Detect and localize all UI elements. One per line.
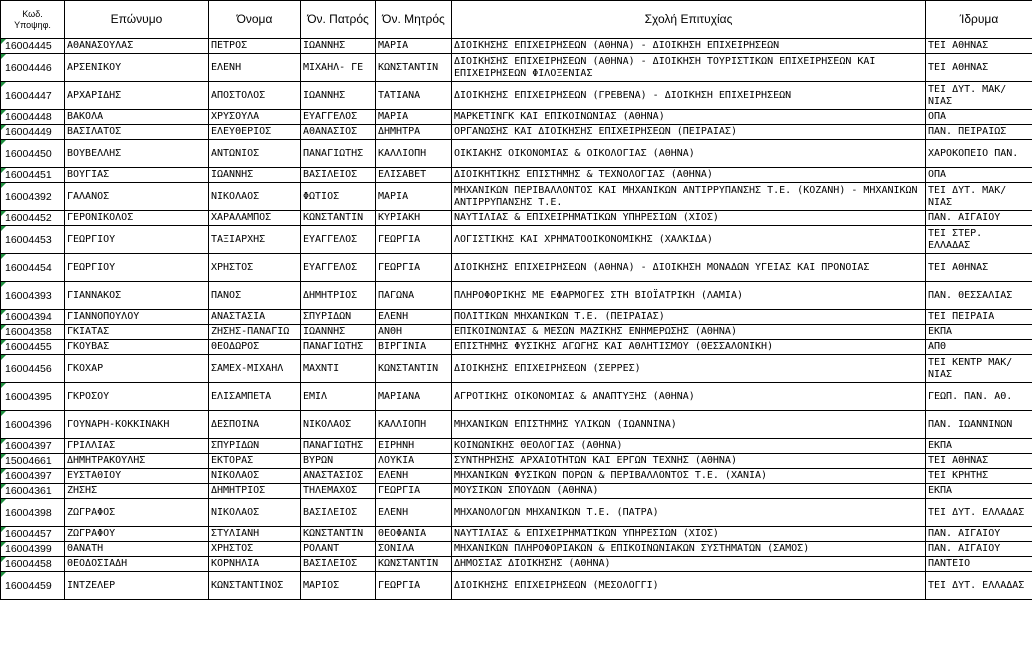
cell-school[interactable]: ΔΙΟΙΚΗΣΗΣ ΕΠΙΧΕΙΡΗΣΕΩΝ (ΓΡΕΒΕΝΑ) - ΔΙΟΙΚΗΣΗ ΕΠΙΧΕΙΡΗΣΕΩΝ xyxy=(452,82,926,110)
cell-institution[interactable]: ΤΕΙ ΑΘΗΝΑΣ xyxy=(926,54,1032,82)
cell-school[interactable]: ΜΗΧΑΝΙΚΩΝ ΠΕΡΙΒΑΛΛΟΝΤΟΣ ΚΑΙ ΜΗΧΑΝΙΚΩΝ ΑΝΤΙΡΡΥΠΑΝΣΗΣ Τ.Ε. (ΚΟΖΑΝΗ) - ΜΗΧΑΝΙΚΩΝ ΑΝΤΙΡΡΥΠΑΝΣΗΣ Τ.Ε. xyxy=(452,183,926,211)
cell-surname[interactable]: ΒΟΥΓΙΑΣ xyxy=(65,168,209,183)
cell-mother[interactable]: ΣΟΝΙΛΑ xyxy=(376,542,452,557)
cell-code[interactable]: 16004448 xyxy=(1,110,65,125)
cell-surname[interactable]: ΑΡΣΕΝΙΚΟΥ xyxy=(65,54,209,82)
cell-mother[interactable]: ΑΝΘΗ xyxy=(376,325,452,340)
table-row[interactable] xyxy=(1,125,1032,140)
cell-surname[interactable]: ΓΕΩΡΓΙΟΥ xyxy=(65,254,209,282)
cell-mother[interactable]: ΚΥΡΙΑΚΗ xyxy=(376,211,452,226)
cell-name[interactable]: ΝΙΚΟΛΑΟΣ xyxy=(209,499,301,527)
cell-father[interactable]: ΜΙΧΑΗΛ- ΓΕ xyxy=(301,54,376,82)
cell-institution[interactable]: ΤΕΙ ΚΕΝΤΡ ΜΑΚ/ΝΙΑΣ xyxy=(926,355,1032,383)
cell-name[interactable]: ΑΝΤΩΝΙΟΣ xyxy=(209,140,301,168)
cell-school[interactable]: ΠΛΗΡΟΦΟΡΙΚΗΣ ΜΕ ΕΦΑΡΜΟΓΕΣ ΣΤΗ ΒΙΟΪΑΤΡΙΚΗ (ΛΑΜΙΑ) xyxy=(452,282,926,310)
cell-mother[interactable]: ΓΕΩΡΓΙΑ xyxy=(376,254,452,282)
cell-father[interactable]: ΝΙΚΟΛΑΟΣ xyxy=(301,411,376,439)
cell-institution[interactable]: ΠΑΝ. ΙΩΑΝΝΙΝΩΝ xyxy=(926,411,1032,439)
cell-father[interactable]: ΒΑΣΙΛΕΙΟΣ xyxy=(301,168,376,183)
cell-surname[interactable]: ΓΚΟΥΒΑΣ xyxy=(65,340,209,355)
cell-surname[interactable]: ΔΗΜΗΤΡΑΚΟΥΛΗΣ xyxy=(65,454,209,469)
cell-surname[interactable]: ΖΩΓΡΑΦΟΥ xyxy=(65,527,209,542)
cell-code[interactable]: 16004450 xyxy=(1,140,65,168)
cell-code[interactable]: 16004361 xyxy=(1,484,65,499)
cell-school[interactable]: ΛΟΓΙΣΤΙΚΗΣ ΚΑΙ ΧΡΗΜΑΤΟΟΙΚΟΝΟΜΙΚΗΣ (ΧΑΛΚΙΔΑ) xyxy=(452,226,926,254)
cell-surname[interactable]: ΕΥΣΤΑΘΙΟΥ xyxy=(65,469,209,484)
table-row[interactable] xyxy=(1,469,1032,484)
table-row[interactable] xyxy=(1,499,1032,527)
cell-father[interactable]: ΒΑΣΙΛΕΙΟΣ xyxy=(301,499,376,527)
cell-institution[interactable]: ΟΠΑ xyxy=(926,110,1032,125)
cell-name[interactable]: ΚΩΝΣΤΑΝΤΙΝΟΣ xyxy=(209,572,301,600)
cell-father[interactable]: ΜΑΡΙΟΣ xyxy=(301,572,376,600)
cell-father[interactable]: ΕΥΑΓΓΕΛΟΣ xyxy=(301,110,376,125)
cell-school[interactable]: ΔΗΜΟΣΙΑΣ ΔΙΟΙΚΗΣΗΣ (ΑΘΗΝΑ) xyxy=(452,557,926,572)
cell-code[interactable]: 16004395 xyxy=(1,383,65,411)
table-row[interactable] xyxy=(1,254,1032,282)
cell-institution[interactable]: ΤΕΙ ΚΡΗΤΗΣ xyxy=(926,469,1032,484)
cell-institution[interactable]: ΠΑΝ. ΑΙΓΑΙΟΥ xyxy=(926,211,1032,226)
cell-institution[interactable]: ΤΕΙ ΔΥΤ. ΕΛΛΑΔΑΣ xyxy=(926,499,1032,527)
table-row[interactable] xyxy=(1,411,1032,439)
cell-surname[interactable]: ΓΙΑΝΝΑΚΟΣ xyxy=(65,282,209,310)
cell-institution[interactable]: ΓΕΩΠ. ΠΑΝ. ΑΘ. xyxy=(926,383,1032,411)
cell-mother[interactable]: ΓΕΩΡΓΙΑ xyxy=(376,572,452,600)
cell-name[interactable]: ΔΗΜΗΤΡΙΟΣ xyxy=(209,484,301,499)
cell-surname[interactable]: ΘΕΟΔΟΣΙΑΔΗ xyxy=(65,557,209,572)
cell-institution[interactable]: ΧΑΡΟΚΟΠΕΙΟ ΠΑΝ. xyxy=(926,140,1032,168)
cell-institution[interactable]: ΤΕΙ ΑΘΗΝΑΣ xyxy=(926,454,1032,469)
cell-school[interactable]: ΠΟΛΙΤΙΚΩΝ ΜΗΧΑΝΙΚΩΝ Τ.Ε. (ΠΕΙΡΑΙΑΣ) xyxy=(452,310,926,325)
cell-school[interactable]: ΣΥΝΤΗΡΗΣΗΣ ΑΡΧΑΙΟΤΗΤΩΝ ΚΑΙ ΕΡΓΩΝ ΤΕΧΝΗΣ (ΑΘΗΝΑ) xyxy=(452,454,926,469)
cell-father[interactable]: ΚΩΝΣΤΑΝΤΙΝ xyxy=(301,527,376,542)
cell-father[interactable]: ΙΩΑΝΝΗΣ xyxy=(301,82,376,110)
header-institution[interactable]: Ίδρυμα xyxy=(926,1,1032,39)
cell-institution[interactable]: ΤΕΙ ΑΘΗΝΑΣ xyxy=(926,254,1032,282)
cell-name[interactable]: ΤΑΞΙΑΡΧΗΣ xyxy=(209,226,301,254)
cell-name[interactable]: ΑΠΟΣΤΟΛΟΣ xyxy=(209,82,301,110)
cell-father[interactable]: ΚΩΝΣΤΑΝΤΙΝ xyxy=(301,211,376,226)
cell-name[interactable]: ΝΙΚΟΛΑΟΣ xyxy=(209,183,301,211)
cell-name[interactable]: ΕΛΕΝΗ xyxy=(209,54,301,82)
cell-mother[interactable]: ΚΑΛΛΙΟΠΗ xyxy=(376,140,452,168)
cell-father[interactable]: ΙΩΑΝΝΗΣ xyxy=(301,39,376,54)
cell-name[interactable]: ΑΝΑΣΤΑΣΙΑ xyxy=(209,310,301,325)
cell-father[interactable]: ΕΥΑΓΓΕΛΟΣ xyxy=(301,226,376,254)
cell-surname[interactable]: ΖΗΣΗΣ xyxy=(65,484,209,499)
cell-father[interactable]: ΑΘΑΝΑΣΙΟΣ xyxy=(301,125,376,140)
cell-mother[interactable]: ΓΕΩΡΓΙΑ xyxy=(376,484,452,499)
table-row[interactable] xyxy=(1,226,1032,254)
cell-code[interactable]: 16004358 xyxy=(1,325,65,340)
cell-code[interactable]: 16004447 xyxy=(1,82,65,110)
cell-institution[interactable]: ΤΕΙ ΣΤΕΡ. ΕΛΛΑΔΑΣ xyxy=(926,226,1032,254)
cell-father[interactable]: ΠΑΝΑΓΙΩΤΗΣ xyxy=(301,140,376,168)
cell-code[interactable]: 16004445 xyxy=(1,39,65,54)
header-code[interactable]: Κωδ. Υποψηφ. xyxy=(1,1,65,39)
table-row[interactable] xyxy=(1,168,1032,183)
cell-code[interactable]: 16004451 xyxy=(1,168,65,183)
cell-school[interactable]: ΝΑΥΤΙΛΙΑΣ & ΕΠΙΧΕΙΡΗΜΑΤΙΚΩΝ ΥΠΗΡΕΣΙΩΝ (ΧΙΟΣ) xyxy=(452,211,926,226)
cell-father[interactable]: ΦΩΤΙΟΣ xyxy=(301,183,376,211)
cell-school[interactable]: ΜΗΧΑΝΙΚΩΝ ΠΛΗΡΟΦΟΡΙΑΚΩΝ & ΕΠΙΚΟΙΝΩΝΙΑΚΩΝ ΣΥΣΤΗΜΑΤΩΝ (ΣΑΜΟΣ) xyxy=(452,542,926,557)
cell-father[interactable]: ΙΩΑΝΝΗΣ xyxy=(301,325,376,340)
cell-school[interactable]: ΝΑΥΤΙΛΙΑΣ & ΕΠΙΧΕΙΡΗΜΑΤΙΚΩΝ ΥΠΗΡΕΣΙΩΝ (ΧΙΟΣ) xyxy=(452,527,926,542)
cell-mother[interactable]: ΘΕΟΦΑΝΙΑ xyxy=(376,527,452,542)
cell-code[interactable]: 15004661 xyxy=(1,454,65,469)
cell-code[interactable]: 16004458 xyxy=(1,557,65,572)
cell-name[interactable]: ΕΛΙΣΑΜΠΕΤΑ xyxy=(209,383,301,411)
cell-institution[interactable]: ΠΑΝ. ΘΕΣΣΑΛΙΑΣ xyxy=(926,282,1032,310)
cell-name[interactable]: ΘΕΟΔΩΡΟΣ xyxy=(209,340,301,355)
header-row xyxy=(1,1,1032,39)
cell-name[interactable]: ΣΑΜΕΧ-ΜΙΧΑΗΛ xyxy=(209,355,301,383)
cell-school[interactable]: ΔΙΟΙΚΗΣΗΣ ΕΠΙΧΕΙΡΗΣΕΩΝ (ΜΕΣΟΛΟΓΓΙ) xyxy=(452,572,926,600)
cell-father[interactable]: ΣΠΥΡΙΔΩΝ xyxy=(301,310,376,325)
cell-school[interactable]: ΔΙΟΙΚΗΣΗΣ ΕΠΙΧΕΙΡΗΣΕΩΝ (ΑΘΗΝΑ) - ΔΙΟΙΚΗΣΗ ΕΠΙΧΕΙΡΗΣΕΩΝ xyxy=(452,39,926,54)
cell-code[interactable]: 16004394 xyxy=(1,310,65,325)
cell-surname[interactable]: ΓΕΡΟΝΙΚΟΛΟΣ xyxy=(65,211,209,226)
cell-institution[interactable]: ΕΚΠΑ xyxy=(926,325,1032,340)
cell-code[interactable]: 16004399 xyxy=(1,542,65,557)
table-row[interactable] xyxy=(1,39,1032,54)
cell-mother[interactable]: ΚΩΝΣΤΑΝΤΙΝ xyxy=(376,557,452,572)
cell-school[interactable]: ΟΡΓΑΝΩΣΗΣ ΚΑΙ ΔΙΟΙΚΗΣΗΣ ΕΠΙΧΕΙΡΗΣΕΩΝ (ΠΕΙΡΑΙΑΣ) xyxy=(452,125,926,140)
cell-institution[interactable]: ΠΑΝ. ΠΕΙΡΑΙΩΣ xyxy=(926,125,1032,140)
cell-code[interactable]: 16004393 xyxy=(1,282,65,310)
cell-code[interactable]: 16004397 xyxy=(1,469,65,484)
cell-surname[interactable]: ΓΙΑΝΝΟΠΟΥΛΟΥ xyxy=(65,310,209,325)
cell-code[interactable]: 16004398 xyxy=(1,499,65,527)
cell-surname[interactable]: ΒΑΚΟΛΑ xyxy=(65,110,209,125)
cell-code[interactable]: 16004454 xyxy=(1,254,65,282)
cell-surname[interactable]: ΘΑΝΑΤΗ xyxy=(65,542,209,557)
cell-name[interactable]: ΣΠΥΡΙΔΩΝ xyxy=(209,439,301,454)
cell-mother[interactable]: ΜΑΡΙΑ xyxy=(376,39,452,54)
header-school[interactable]: Σχολή Επιτυχίας xyxy=(452,1,926,39)
cell-mother[interactable]: ΜΑΡΙΑ xyxy=(376,183,452,211)
cell-name[interactable]: ΧΡΗΣΤΟΣ xyxy=(209,254,301,282)
cell-institution[interactable]: ΕΚΠΑ xyxy=(926,439,1032,454)
cell-school[interactable]: ΜΗΧΑΝΙΚΩΝ ΕΠΙΣΤΗΜΗΣ ΥΛΙΚΩΝ (ΙΩΑΝΝΙΝΑ) xyxy=(452,411,926,439)
cell-father[interactable]: ΒΥΡΩΝ xyxy=(301,454,376,469)
cell-father[interactable]: ΕΥΑΓΓΕΛΟΣ xyxy=(301,254,376,282)
cell-surname[interactable]: ΑΡΧΑΡΙΔΗΣ xyxy=(65,82,209,110)
cell-surname[interactable]: ΖΩΓΡΑΦΟΣ xyxy=(65,499,209,527)
cell-mother[interactable]: ΚΩΝΣΤΑΝΤΙΝ xyxy=(376,355,452,383)
cell-mother[interactable]: ΚΑΛΛΙΟΠΗ xyxy=(376,411,452,439)
cell-father[interactable]: ΠΑΝΑΓΙΩΤΗΣ xyxy=(301,439,376,454)
cell-mother[interactable]: ΜΑΡΙΑ xyxy=(376,110,452,125)
table-row[interactable] xyxy=(1,355,1032,383)
cell-name[interactable]: ΔΕΣΠΟΙΝΑ xyxy=(209,411,301,439)
cell-institution[interactable]: ΕΚΠΑ xyxy=(926,484,1032,499)
table-body xyxy=(1,39,1032,600)
table-row[interactable] xyxy=(1,572,1032,600)
cell-mother[interactable]: ΓΕΩΡΓΙΑ xyxy=(376,226,452,254)
table-row[interactable] xyxy=(1,439,1032,454)
cell-father[interactable]: ΒΑΣΙΛΕΙΟΣ xyxy=(301,557,376,572)
cell-mother[interactable]: ΔΗΜΗΤΡΑ xyxy=(376,125,452,140)
cell-school[interactable]: ΜΑΡΚΕΤΙΝΓΚ ΚΑΙ ΕΠΙΚΟΙΝΩΝΙΑΣ (ΑΘΗΝΑ) xyxy=(452,110,926,125)
cell-school[interactable]: ΚΟΙΝΩΝΙΚΗΣ ΘΕΟΛΟΓΙΑΣ (ΑΘΗΝΑ) xyxy=(452,439,926,454)
table-row[interactable] xyxy=(1,527,1032,542)
cell-school[interactable]: ΔΙΟΙΚΗΤΙΚΗΣ ΕΠΙΣΤΗΜΗΣ & ΤΕΧΝΟΛΟΓΙΑΣ (ΑΘΗΝΑ) xyxy=(452,168,926,183)
cell-school[interactable]: ΕΠΙΚΟΙΝΩΝΙΑΣ & ΜΕΣΩΝ ΜΑΖΙΚΗΣ ΕΝΗΜΕΡΩΣΗΣ (ΑΘΗΝΑ) xyxy=(452,325,926,340)
cell-code[interactable]: 16004459 xyxy=(1,572,65,600)
cell-code[interactable]: 16004396 xyxy=(1,411,65,439)
cell-surname[interactable]: ΓΕΩΡΓΙΟΥ xyxy=(65,226,209,254)
cell-surname[interactable]: ΓΚΟΧΑΡ xyxy=(65,355,209,383)
cell-mother[interactable]: ΕΛΕΝΗ xyxy=(376,310,452,325)
cell-institution[interactable]: ΠΑΝΤΕΙΟ xyxy=(926,557,1032,572)
cell-mother[interactable]: ΕΛΙΣΑΒΕΤ xyxy=(376,168,452,183)
cell-name[interactable]: ΠΕΤΡΟΣ xyxy=(209,39,301,54)
cell-code[interactable]: 16004457 xyxy=(1,527,65,542)
table-row[interactable] xyxy=(1,340,1032,355)
cell-mother[interactable]: ΚΩΝΣΤΑΝΤΙΝ xyxy=(376,54,452,82)
cell-mother[interactable]: ΜΑΡΙΑΝΑ xyxy=(376,383,452,411)
cell-mother[interactable]: ΒΙΡΓΙΝΙΑ xyxy=(376,340,452,355)
table-row[interactable] xyxy=(1,282,1032,310)
cell-name[interactable]: ΙΩΑΝΝΗΣ xyxy=(209,168,301,183)
cell-school[interactable]: ΔΙΟΙΚΗΣΗΣ ΕΠΙΧΕΙΡΗΣΕΩΝ (ΣΕΡΡΕΣ) xyxy=(452,355,926,383)
cell-mother[interactable]: ΕΛΕΝΗ xyxy=(376,469,452,484)
cell-school[interactable]: ΜΟΥΣΙΚΩΝ ΣΠΟΥΔΩΝ (ΑΘΗΝΑ) xyxy=(452,484,926,499)
cell-father[interactable]: ΔΗΜΗΤΡΙΟΣ xyxy=(301,282,376,310)
cell-school[interactable]: ΜΗΧΑΝΟΛΟΓΩΝ ΜΗΧΑΝΙΚΩΝ Τ.Ε. (ΠΑΤΡΑ) xyxy=(452,499,926,527)
table-row[interactable] xyxy=(1,82,1032,110)
table-row[interactable] xyxy=(1,557,1032,572)
cell-surname[interactable]: ΒΟΥΒΕΛΛΗΣ xyxy=(65,140,209,168)
table-row[interactable] xyxy=(1,310,1032,325)
cell-institution[interactable]: ΑΠΘ xyxy=(926,340,1032,355)
cell-surname[interactable]: ΓΚΙΑΤΑΣ xyxy=(65,325,209,340)
cell-father[interactable]: ΤΗΛΕΜΑΧΟΣ xyxy=(301,484,376,499)
cell-code[interactable]: 16004452 xyxy=(1,211,65,226)
cell-institution[interactable]: ΤΕΙ ΔΥΤ. ΕΛΛΑΔΑΣ xyxy=(926,572,1032,600)
table-row[interactable] xyxy=(1,211,1032,226)
cell-institution[interactable]: ΤΕΙ ΠΕΙΡΑΙΑ xyxy=(926,310,1032,325)
cell-father[interactable]: ΜΑΧΝΤΙ xyxy=(301,355,376,383)
cell-code[interactable]: 16004392 xyxy=(1,183,65,211)
cell-mother[interactable]: ΠΑΓΩΝΑ xyxy=(376,282,452,310)
cell-name[interactable]: ΣΤΥΛΙΑΝΗ xyxy=(209,527,301,542)
table-row[interactable] xyxy=(1,542,1032,557)
cell-institution[interactable]: ΤΕΙ ΑΘΗΝΑΣ xyxy=(926,39,1032,54)
cell-mother[interactable]: ΕΛΕΝΗ xyxy=(376,499,452,527)
cell-name[interactable]: ΚΟΡΝΗΛΙΑ xyxy=(209,557,301,572)
cell-name[interactable]: ΖΗΣΗΣ-ΠΑΝΑΓΙΩ xyxy=(209,325,301,340)
table-row[interactable] xyxy=(1,110,1032,125)
cell-name[interactable]: ΧΑΡΑΛΑΜΠΟΣ xyxy=(209,211,301,226)
cell-father[interactable]: ΕΜΙΛ xyxy=(301,383,376,411)
cell-father[interactable]: ΠΑΝΑΓΙΩΤΗΣ xyxy=(301,340,376,355)
cell-surname[interactable]: ΙΝΤΖΕΛΕΡ xyxy=(65,572,209,600)
cell-code[interactable]: 16004455 xyxy=(1,340,65,355)
cell-surname[interactable]: ΓΑΛΑΝΟΣ xyxy=(65,183,209,211)
cell-mother[interactable]: ΤΑΤΙΑΝΑ xyxy=(376,82,452,110)
cell-institution[interactable]: ΟΠΑ xyxy=(926,168,1032,183)
cell-name[interactable]: ΕΚΤΟΡΑΣ xyxy=(209,454,301,469)
cell-name[interactable]: ΠΑΝΟΣ xyxy=(209,282,301,310)
header-name[interactable]: Όνομα xyxy=(209,1,301,39)
cell-code[interactable]: 16004449 xyxy=(1,125,65,140)
cell-institution[interactable]: ΠΑΝ. ΑΙΓΑΙΟΥ xyxy=(926,527,1032,542)
header-surname[interactable]: Επώνυμο xyxy=(65,1,209,39)
table-row[interactable] xyxy=(1,54,1032,82)
table-row[interactable] xyxy=(1,383,1032,411)
cell-father[interactable]: ΑΝΑΣΤΑΣΙΟΣ xyxy=(301,469,376,484)
cell-surname[interactable]: ΓΚΡΟΣΟΥ xyxy=(65,383,209,411)
cell-school[interactable]: ΕΠΙΣΤΗΜΗΣ ΦΥΣΙΚΗΣ ΑΓΩΓΗΣ ΚΑΙ ΑΘΛΗΤΙΣΜΟΥ (ΘΕΣΣΑΛΟΝΙΚΗ) xyxy=(452,340,926,355)
cell-institution[interactable]: ΤΕΙ ΔΥΤ. ΜΑΚ/ΝΙΑΣ xyxy=(926,183,1032,211)
cell-school[interactable]: ΔΙΟΙΚΗΣΗΣ ΕΠΙΧΕΙΡΗΣΕΩΝ (ΑΘΗΝΑ) - ΔΙΟΙΚΗΣΗ ΜΟΝΑΔΩΝ ΥΓΕΙΑΣ ΚΑΙ ΠΡΟΝΟΙΑΣ xyxy=(452,254,926,282)
cell-code[interactable]: 16004453 xyxy=(1,226,65,254)
cell-surname[interactable]: ΓΡΙΛΛΙΑΣ xyxy=(65,439,209,454)
cell-mother[interactable]: ΛΟΥΚΙΑ xyxy=(376,454,452,469)
table-row[interactable] xyxy=(1,484,1032,499)
cell-code[interactable]: 16004397 xyxy=(1,439,65,454)
table-row[interactable] xyxy=(1,325,1032,340)
cell-father[interactable]: ΡΟΛΑΝΤ xyxy=(301,542,376,557)
header-father[interactable]: Όν. Πατρός xyxy=(301,1,376,39)
cell-mother[interactable]: ΕΙΡΗΝΗ xyxy=(376,439,452,454)
cell-name[interactable]: ΝΙΚΟΛΑΟΣ xyxy=(209,469,301,484)
cell-school[interactable]: ΑΓΡΟΤΙΚΗΣ ΟΙΚΟΝΟΜΙΑΣ & ΑΝΑΠΤΥΞΗΣ (ΑΘΗΝΑ) xyxy=(452,383,926,411)
cell-surname[interactable]: ΑΘΑΝΑΣΟΥΛΑΣ xyxy=(65,39,209,54)
cell-name[interactable]: ΧΡΗΣΤΟΣ xyxy=(209,542,301,557)
cell-school[interactable]: ΜΗΧΑΝΙΚΩΝ ΦΥΣΙΚΩΝ ΠΟΡΩΝ & ΠΕΡΙΒΑΛΛΟΝΤΟΣ Τ.Ε. (ΧΑΝΙΑ) xyxy=(452,469,926,484)
table-row[interactable] xyxy=(1,454,1032,469)
cell-school[interactable]: ΟΙΚΙΑΚΗΣ ΟΙΚΟΝΟΜΙΑΣ & ΟΙΚΟΛΟΓΙΑΣ (ΑΘΗΝΑ) xyxy=(452,140,926,168)
header-mother[interactable]: Όν. Μητρός xyxy=(376,1,452,39)
cell-surname[interactable]: ΓΟΥΝΑΡΗ-ΚΟΚΚΙΝΑΚΗ xyxy=(65,411,209,439)
cell-name[interactable]: ΧΡΥΣΟΥΛΑ xyxy=(209,110,301,125)
cell-school[interactable]: ΔΙΟΙΚΗΣΗΣ ΕΠΙΧΕΙΡΗΣΕΩΝ (ΑΘΗΝΑ) - ΔΙΟΙΚΗΣΗ ΤΟΥΡΙΣΤΙΚΩΝ ΕΠΙΧΕΙΡΗΣΕΩΝ ΚΑΙ ΕΠΙΧΕΙΡΗΣΕΩΝ ΦΙΛΟΞΕΝΙΑΣ xyxy=(452,54,926,82)
cell-code[interactable]: 16004456 xyxy=(1,355,65,383)
cell-surname[interactable]: ΒΑΣΙΛΑΤΟΣ xyxy=(65,125,209,140)
cell-institution[interactable]: ΤΕΙ ΔΥΤ. ΜΑΚ/ΝΙΑΣ xyxy=(926,82,1032,110)
cell-name[interactable]: ΕΛΕΥΘΕΡΙΟΣ xyxy=(209,125,301,140)
table-row[interactable] xyxy=(1,140,1032,168)
cell-code[interactable]: 16004446 xyxy=(1,54,65,82)
table-row[interactable] xyxy=(1,183,1032,211)
cell-institution[interactable]: ΠΑΝ. ΑΙΓΑΙΟΥ xyxy=(926,542,1032,557)
